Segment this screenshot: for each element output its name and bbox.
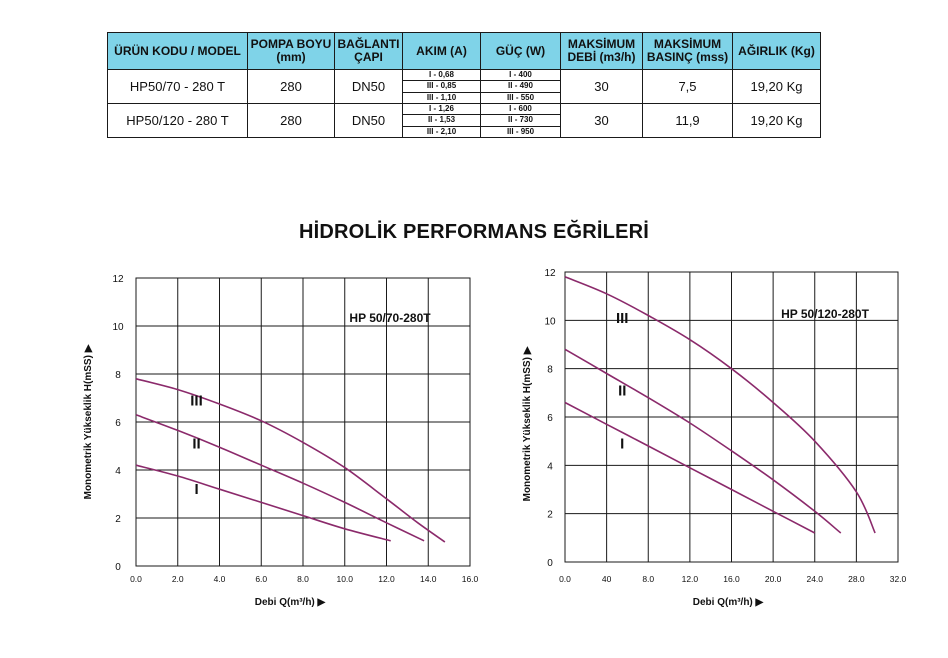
x-tick-label: 32.0 [889,574,907,584]
x-tick-label: 16.0 [461,574,479,584]
cell-max-flow: 30 [561,104,643,138]
current-value: I - 1,26 [403,104,480,115]
x-tick-label: 20.0 [764,574,782,584]
y-tick-label: 4 [547,461,553,473]
cell-length: 280 [248,70,335,104]
curve-label: I [194,481,199,499]
cell-model: HP50/70 - 280 T [108,70,248,104]
power-value: II - 490 [481,81,560,92]
current-value: III - 0,85 [403,81,480,92]
x-tick-label: 2.0 [171,574,184,584]
y-tick-label: 6 [115,418,121,429]
current-value: III - 1,10 [426,92,457,102]
x-axis-label: Debi Q(m³/h) ▶ [692,597,764,608]
x-tick-label: 40 [601,574,612,584]
curve-label: II [618,382,627,400]
x-tick-label: 10.0 [336,574,354,584]
cell-model: HP50/120 - 280 T [108,104,248,138]
curve-label: I [620,435,625,453]
x-tick-label: 28.0 [848,574,865,584]
curve-label: II [192,435,201,453]
chart-title: HP 50/70-280T [349,311,431,325]
cell-weight: 19,20 Kg [733,104,821,138]
header-current: AKIM (A) [403,33,481,70]
curve-label: III [190,392,203,410]
x-tick-label: 0.0 [130,574,142,584]
power-value: III - 550 [506,92,535,102]
y-tick-label: 10 [112,322,124,333]
power-value: I - 400 [481,70,560,81]
curve-label: III [615,309,629,327]
header-model: ÜRÜN KODU / MODEL [108,33,248,70]
y-tick-label: 6 [547,413,553,424]
x-tick-label: 4.0 [213,574,226,584]
cell-max-flow: 30 [561,70,643,104]
cell-weight: 19,20 Kg [733,70,821,104]
x-tick-label: 6.0 [255,574,268,584]
x-tick-label: 8.0 [642,574,655,584]
cell-length: 280 [248,104,335,138]
header-power: GÜÇ (W) [481,33,561,70]
power-value: III - 950 [506,126,535,136]
cell-connection: DN50 [335,104,403,138]
x-tick-label: 16.0 [723,574,740,584]
header-max-pressure: MAKSİMUM BASINÇ (mss) [643,33,733,70]
curve-i [136,465,391,541]
page-title: HİDROLİK PERFORMANS EĞRİLERİ [298,221,650,243]
y-tick-label: 8 [115,370,121,381]
current-value: II - 1,53 [403,115,480,126]
y-tick-label: 2 [547,509,553,521]
cell-connection: DN50 [335,70,403,104]
x-tick-label: 24.0 [806,574,824,584]
power-value: II - 730 [481,115,560,126]
y-tick-label: 4 [115,466,121,477]
y-tick-label: 12 [544,268,556,279]
y-tick-label: 2 [115,514,121,525]
header-max-flow: MAKSİMUM DEBİ (m3/h) [561,33,643,70]
y-axis-label: Monometrik Yükseklik H(mSS) ▶ [522,346,533,502]
curve-ii [136,415,424,541]
y-axis-label: Monometrik Yükseklik H(mSS) ▶ [83,344,94,500]
y-tick-label: 8 [547,364,553,376]
x-axis-label: Debi Q(m³/h) ▶ [254,597,326,608]
x-tick-label: 12.0 [378,574,395,584]
current-value: I - 0,68 [403,70,480,81]
y-tick-label: 10 [544,316,556,328]
header-length: POMPA BOYU (mm) [248,33,335,70]
cell-max-pressure: 7,5 [643,70,733,104]
y-tick-label: 12 [112,274,124,285]
power-value: I - 600 [481,104,560,115]
x-tick-label: 8.0 [297,574,309,584]
x-tick-label: 0.0 [559,574,571,584]
cell-max-pressure: 11,9 [643,104,733,138]
header-weight: AĞIRLIK (Kg) [733,33,821,70]
current-value: III - 2,10 [426,126,457,136]
header-connection: BAĞLANTI ÇAPI [335,33,403,70]
y-tick-label: 0 [115,562,121,573]
x-tick-label: 12.0 [681,574,699,584]
chart-title: HP 50/120-280T [781,307,869,321]
x-tick-label: 14.0 [419,574,437,584]
y-tick-label: 0 [547,558,553,569]
